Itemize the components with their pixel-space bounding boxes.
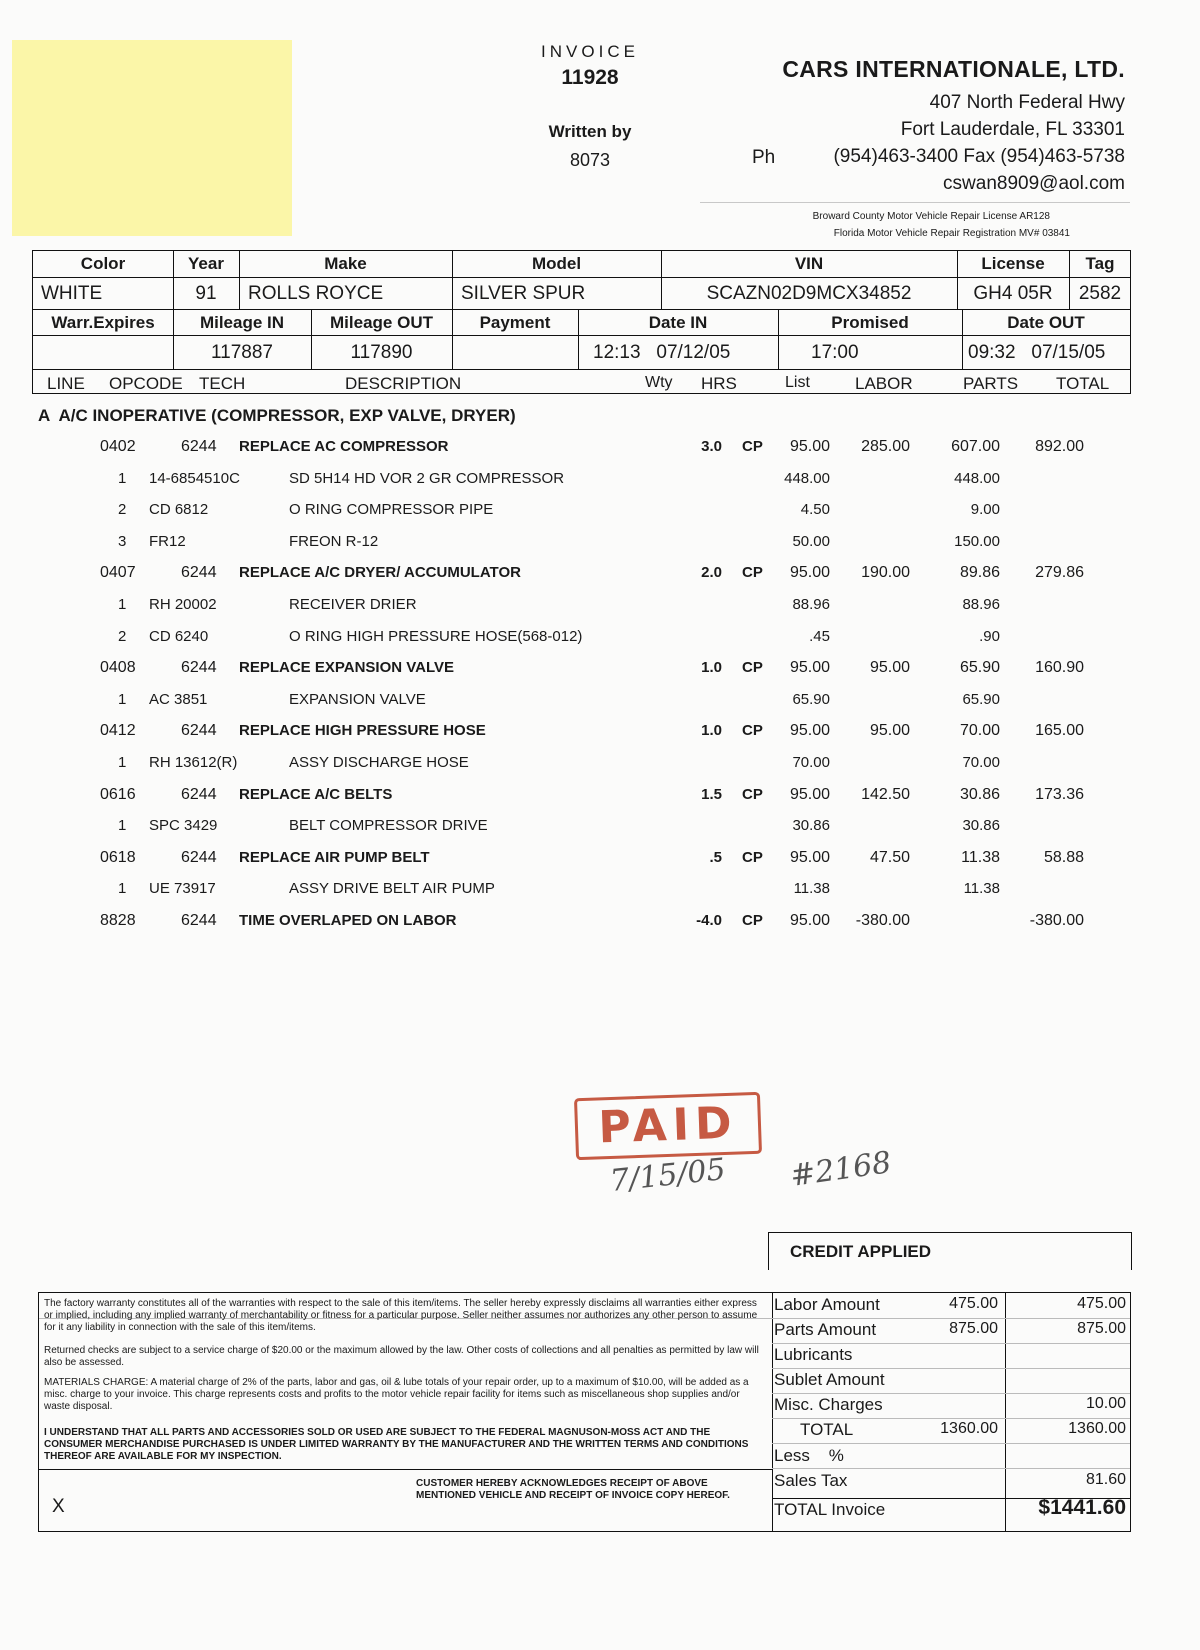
paid-stamp: PAID: [574, 1092, 762, 1160]
part-amount: 150.00: [954, 533, 1000, 550]
line-number: 0408: [100, 659, 136, 676]
description: REPLACE EXPANSION VALVE: [239, 659, 455, 676]
magnuson-moss-text: I UNDERSTAND THAT ALL PARTS AND ACCESSORIES SOLD OR USED ARE SUBJECT TO THE FEDERAL MAGNUSON-MOSS ACT AND THE CONSUMER MERCHANDISE PURCHASED IS UNDER LIMITED WARRANTY BY THE MANUFACTURER AND THE WRITTEN TERMS AND CONDITIONS THEREOF ARE AVAILABLE FOR MY INSPECTION.: [44, 1427, 749, 1462]
total-invoice-value: $1441.60: [1038, 1496, 1126, 1519]
part-amount: 88.96: [962, 596, 1000, 613]
parts-amount-label: Parts Amount: [774, 1320, 877, 1339]
list-price: 95.00: [789, 722, 830, 739]
parts-amount-1: 875.00: [949, 1320, 998, 1337]
description: REPLACE AIR PUMP BELT: [239, 849, 430, 866]
part-number: RH 20002: [149, 596, 217, 613]
header-mileage-out: Mileage OUT: [330, 313, 433, 332]
header-make: Make: [324, 254, 367, 273]
license-line-2: Florida Motor Vehicle Repair Registration MV# 03841: [833, 228, 1070, 239]
sales-tax-label: Sales Tax: [774, 1471, 848, 1490]
total-label: TOTAL: [800, 1420, 854, 1439]
opcode: 6244: [181, 722, 217, 739]
line-total: 173.36: [1035, 786, 1084, 803]
vehicle-model: SILVER SPUR: [461, 283, 586, 304]
part-amount: .90: [979, 628, 1000, 645]
line-number: 8828: [100, 912, 136, 929]
part-list-price: 11.38: [793, 880, 830, 897]
job-title: A A/C INOPERATIVE (COMPRESSOR, EXP VALVE, DRYER): [38, 406, 516, 425]
part-list-price: 70.00: [792, 754, 830, 771]
part-list-price: 30.86: [792, 817, 830, 834]
list-price: 95.00: [789, 659, 830, 676]
part-description: RECEIVER DRIER: [289, 596, 417, 613]
company-address1: 407 North Federal Hwy: [929, 92, 1125, 113]
total-2: 1360.00: [1068, 1420, 1126, 1437]
part-description: ASSY DISCHARGE HOSE: [289, 754, 469, 771]
labor-amount: 285.00: [861, 438, 910, 455]
less-percent-label: Less %: [774, 1446, 844, 1465]
list-price: 95.00: [789, 849, 830, 866]
opcode: 6244: [181, 849, 217, 866]
hours: 1.5: [701, 786, 722, 803]
col-line: LINE: [47, 374, 85, 393]
credit-applied-label: CREDIT APPLIED: [790, 1242, 932, 1261]
pay-type: CP: [742, 564, 763, 581]
vehicle-tag: 2582: [1078, 283, 1122, 304]
header-mileage-in: Mileage IN: [199, 313, 285, 332]
part-qty: 1: [118, 470, 127, 487]
promised-time: 17:00: [811, 342, 859, 363]
vehicle-vin: SCAZN02D9MCX34852: [706, 283, 912, 304]
line-total: 58.88: [1043, 849, 1084, 866]
hours: -4.0: [696, 912, 722, 929]
labor-amount: 190.00: [861, 564, 910, 581]
line-number: 0407: [100, 564, 136, 581]
part-amount: 65.90: [962, 691, 1000, 708]
labor-amount: 95.00: [869, 659, 910, 676]
line-number: 0412: [100, 722, 136, 739]
part-number: 14-6854510C: [149, 470, 240, 487]
part-amount: 448.00: [954, 470, 1000, 487]
returned-checks-text: Returned checks are subject to a service charge of $20.00 or the maximum allowed by the law. Other costs of collections and all penalties as permitted by law will also be assessed.: [44, 1345, 759, 1368]
part-number: RH 13612(R): [149, 754, 238, 771]
list-price: 95.00: [789, 786, 830, 803]
misc-charges-value: 10.00: [1085, 1395, 1126, 1412]
total-invoice-label: TOTAL Invoice: [774, 1500, 886, 1519]
labor-amount-label: Labor Amount: [774, 1295, 880, 1314]
col-list: List: [785, 374, 810, 391]
col-opcode: OPCODE: [109, 374, 183, 393]
written-by-label: Written by: [548, 122, 632, 141]
total-1: 1360.00: [940, 1420, 998, 1437]
pay-type: CP: [742, 912, 763, 929]
handwritten-note: #2168: [788, 1145, 894, 1194]
part-description: BELT COMPRESSOR DRIVE: [289, 817, 488, 834]
part-description: FREON R-12: [289, 533, 379, 550]
part-qty: 1: [118, 817, 127, 834]
labor-amount-1: 475.00: [949, 1295, 998, 1312]
list-price: 95.00: [789, 912, 830, 929]
vehicle-license: GH4 05R: [973, 283, 1053, 304]
header-date-in: Date IN: [648, 313, 708, 332]
date-in: 12:13 07/12/05: [593, 342, 731, 363]
part-number: UE 73917: [149, 880, 216, 897]
license-line-1: Broward County Motor Vehicle Repair License AR128: [812, 211, 1050, 222]
parts-amount: 89.86: [959, 564, 1000, 581]
parts-amount-2: 875.00: [1077, 1320, 1126, 1337]
opcode: 6244: [181, 659, 217, 676]
part-list-price: 4.50: [800, 501, 830, 518]
line-total: 165.00: [1035, 722, 1084, 739]
phone-label: Ph: [752, 147, 776, 168]
part-number: SPC 3429: [149, 817, 218, 834]
header-promised: Promised: [831, 313, 909, 332]
description: REPLACE HIGH PRESSURE HOSE: [239, 722, 486, 739]
part-qty: 1: [118, 880, 127, 897]
vehicle-make: ROLLS ROYCE: [248, 283, 384, 304]
part-description: O RING HIGH PRESSURE HOSE(568-012): [289, 628, 583, 645]
labor-amount: -380.00: [855, 912, 910, 929]
sublet-amount-label: Sublet Amount: [774, 1370, 885, 1389]
signature-x: X: [52, 1496, 65, 1517]
part-description: SD 5H14 HD VOR 2 GR COMPRESSOR: [289, 470, 565, 487]
pay-type: CP: [742, 786, 763, 803]
line-number: 0402: [100, 438, 136, 455]
warranty-text: The factory warranty constitutes all of the warranties with respect to the sale of this item/items. The seller hereby expressly disclaims all warranties either express or implied, including any implied warranty of merchantability or fitness for a particular purpose. Seller neither assumes nor authorizes any other person to assume for it any liability in connection with the sale of this item/items.: [44, 1298, 758, 1333]
vehicle-color: WHITE: [41, 283, 103, 304]
description: REPLACE A/C DRYER/ ACCUMULATOR: [239, 564, 521, 581]
line-total: 279.86: [1035, 564, 1084, 581]
pay-type: CP: [742, 659, 763, 676]
misc-charges-label: Misc. Charges: [774, 1395, 883, 1414]
part-qty: 3: [118, 533, 127, 550]
labor-amount: 47.50: [869, 849, 910, 866]
part-qty: 1: [118, 691, 127, 708]
hours: .5: [709, 849, 722, 866]
part-list-price: 50.00: [792, 533, 830, 550]
part-list-price: 448.00: [784, 470, 830, 487]
opcode: 6244: [181, 438, 217, 455]
part-qty: 1: [118, 754, 127, 771]
opcode: 6244: [181, 564, 217, 581]
list-price: 95.00: [789, 438, 830, 455]
pay-type: CP: [742, 849, 763, 866]
part-amount: 11.38: [963, 880, 1000, 897]
col-hrs: HRS: [701, 374, 737, 393]
description: REPLACE A/C BELTS: [239, 786, 393, 803]
part-list-price: 65.90: [792, 691, 830, 708]
mileage-in: 117887: [211, 342, 273, 363]
header-tag: Tag: [1085, 254, 1115, 273]
list-price: 95.00: [789, 564, 830, 581]
sticky-note: [12, 40, 292, 236]
header-year: Year: [188, 254, 224, 273]
part-number: CD 6812: [149, 501, 209, 518]
col-wty: Wty: [645, 374, 673, 391]
opcode: 6244: [181, 786, 217, 803]
part-qty: 2: [118, 628, 127, 645]
pay-type: CP: [742, 438, 763, 455]
header-model: Model: [531, 254, 582, 273]
labor-amount: 95.00: [869, 722, 910, 739]
part-description: ASSY DRIVE BELT AIR PUMP: [289, 880, 495, 897]
header-date-out: Date OUT: [1007, 313, 1085, 332]
part-qty: 2: [118, 501, 127, 518]
parts-amount: 11.38: [961, 849, 1000, 866]
header-warranty: Warr.Expires: [51, 313, 155, 332]
header-payment: Payment: [479, 313, 551, 332]
invoice-number: 11928: [561, 66, 619, 89]
col-labor: LABOR: [855, 374, 913, 393]
line-total: 160.90: [1035, 659, 1084, 676]
company-name: CARS INTERNATIONALE, LTD.: [782, 56, 1125, 82]
company-address2: Fort Lauderdale, FL 33301: [900, 119, 1125, 140]
hours: 1.0: [701, 659, 722, 676]
line-number: 0616: [100, 786, 136, 803]
header-vin: VIN: [794, 254, 824, 273]
parts-amount: 30.86: [959, 786, 1000, 803]
acknowledgement-text: CUSTOMER HEREBY ACKNOWLEDGES RECEIPT OF ABOVE MENTIONED VEHICLE AND RECEIPT OF INVOICE COPY HEREOF.: [416, 1478, 730, 1501]
col-parts: PARTS: [963, 374, 1019, 393]
parts-amount: 65.90: [959, 659, 1000, 676]
part-amount: 9.00: [970, 501, 1000, 518]
labor-amount-2: 475.00: [1077, 1295, 1126, 1312]
pay-type: CP: [742, 722, 763, 739]
part-qty: 1: [118, 596, 127, 613]
part-number: FR12: [149, 533, 186, 550]
labor-amount: 142.50: [861, 786, 910, 803]
written-by-value: 8073: [569, 150, 611, 170]
part-list-price: 88.96: [792, 596, 830, 613]
vehicle-year: 91: [195, 283, 217, 304]
hours: 1.0: [701, 722, 722, 739]
invoice-label: INVOICE: [541, 42, 639, 61]
parts-amount: 607.00: [951, 438, 1000, 455]
company-block: [782, 56, 1125, 197]
vehicle-grid: [32, 250, 1131, 394]
part-description: O RING COMPRESSOR PIPE: [289, 501, 494, 518]
sales-tax-value: 81.60: [1085, 1471, 1126, 1488]
divider: [700, 202, 1130, 203]
hours: 3.0: [701, 438, 722, 455]
header-color: Color: [80, 254, 126, 273]
part-amount: 70.00: [962, 754, 1000, 771]
col-total: TOTAL: [1056, 374, 1110, 393]
part-number: AC 3851: [149, 691, 208, 708]
part-list-price: .45: [809, 628, 830, 645]
handwritten-date: 7/15/05: [608, 1152, 728, 1199]
part-number: CD 6240: [149, 628, 209, 645]
part-description: EXPANSION VALVE: [289, 691, 426, 708]
line-total: 892.00: [1035, 438, 1084, 455]
hours: 2.0: [701, 564, 722, 581]
col-description: DESCRIPTION: [345, 374, 462, 393]
opcode: 6244: [181, 912, 217, 929]
mileage-out: 117890: [350, 342, 413, 363]
description: REPLACE AC COMPRESSOR: [239, 438, 449, 455]
col-tech: TECH: [199, 374, 246, 393]
date-out: 09:32 07/15/05: [968, 342, 1106, 363]
line-total: -380.00: [1029, 912, 1084, 929]
part-amount: 30.86: [962, 817, 1000, 834]
description: TIME OVERLAPED ON LABOR: [239, 912, 457, 929]
lubricants-label: Lubricants: [774, 1345, 853, 1364]
company-phone-fax: (954)463-3400 Fax (954)463-5738: [833, 146, 1125, 167]
header-license: License: [981, 254, 1045, 273]
company-email: cswan8909@aol.com: [943, 173, 1125, 194]
line-number: 0618: [100, 849, 136, 866]
materials-charge-text: MATERIALS CHARGE: A material charge of 2% of the parts, labor and gas, oil & lube totals of your repair order, up to a maximum of $10.00, will be added as a misc. charge to your invoice. This charge represents costs and profits to the motor vehicle repair facility for items such as miscellaneous shop supplies and/or waste disposal.: [44, 1377, 749, 1412]
parts-amount: 70.00: [959, 722, 1000, 739]
